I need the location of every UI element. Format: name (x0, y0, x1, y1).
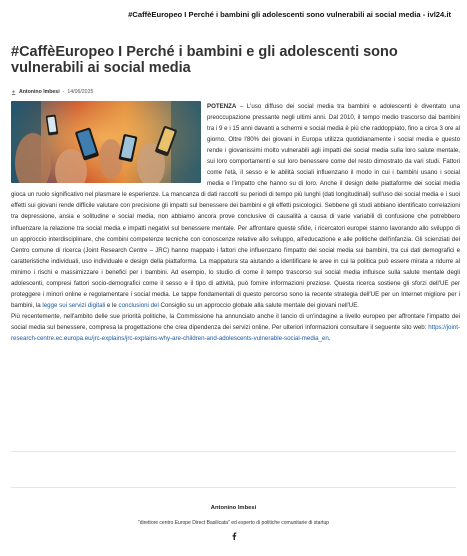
share-area (11, 462, 456, 476)
hero-photo (11, 101, 201, 183)
byline-separator: - (62, 89, 65, 95)
author-box-name[interactable]: Antonino Imbesi (210, 505, 257, 511)
article-paragraph-2: Più recentemente, nell'ambito delle sue priorità politiche, la Commissione ha annunciato anche il lancio di un'indagine a livello europeo per affrontare l'impatto dei social media sul benessere, compresa la progettazione che crea dipendenza dei servizi online. Per ulteriori informazioni consultare il seguente sito web: https://joint-research-centre.ec.europa.eu/jrc-explains/jrc-explains-why-are-children-and-adolescents-vulnerable-social-media_en. (11, 312, 460, 342)
link-jrc-explains[interactable]: https://joint-research-centre.ec.europa.eu/jrc-explains/jrc-explains-why-are-children-and-adolescents-vulnerable-social-media_en (11, 323, 460, 342)
user-icon (11, 90, 16, 95)
author-box (11, 495, 456, 553)
author-box-bio: "direttore centro Europe Direct Basilicata" ed esperto di politiche comunitarie di startup (137, 520, 330, 526)
article-paragraph-1: POTENZA – L'uso diffuso dei social media tra bambini e adolescenti è diventato una preoccupazione pressante negli ultimi anni. Dal 2010, il tempo medio trascorso dai bambini tra i 9 e i 15 anni davanti a schermi e social media è più che raddoppiato, fino a circa 3 ore al giorno. Oltre l'80% dei giovani in Europa utilizza quotidianamente i social media e questo rende i giovanissimi molto vulnerabili agli impatti dei social media sulla loro salute mentale, sui loro comportamenti e sul loro benessere come del resto dimostrato da vari studi. Fattori come l'età, il sesso e le abilità sociali influenzano il modo in cui i bambini usano i social media e l'impatto che hanno su di loro. Anche il design delle piattaforme dei social media gioca un ruolo significativo nel plasmare le esperienze. La mancanza di dati raccolti su periodi di tempo più lunghi (dati longitudinali) sull'uso dei social media e i suoi effetti sui giovani rende difficile valutare con precisione gli impatti sul benessere dei bambini e gli effetti psicologici. Sebbene gli studi abbiano identificato correlazioni tra depressione, ansia e solitudine e social media, non abbiamo ancora prove conclusive di causalità a causa di varie variabili di confusione che potrebbero influenzare la relazione tra social media e impatti negativi sul benessere mentale. Per affrontare queste sfide, i ricercatori europei stanno lavorando allo sviluppo di un approccio interdisciplinare, che combini competenze tecniche con conoscenze relative allo sviluppo, all'educazione e alle politiche dell'infanzia. Gli scienziati del Centro comune di ricerca (Joint Research Centre – JRC) hanno mappato i fattori che influenzano l'impatto dei social media sui bambini, tra cui dati demografici e caratteristiche individuali, uso individuale e design della piattaforma. La mappatura sta aiutando a identificare le aree in cui la politica può essere mirata a ridurre al minimo i rischi e massimizzare i benefici per i bambini. Ad esempio, lo studio di come il tempo trascorso sui social media influisce sulla salute mentale degli adolescenti, compresi fattori socio-demografici come il sesso e il tipo di attività, può fornire informazioni preziose. Questa ricerca sostiene gli sforzi dell'UE per proteggere i minori online e regolamentare i social media. Le tappe fondamentali di questo percorso sono la recente strategia dell'UE per un Internet migliore per i bambini, la legge sui servizi digitali e le conclusioni del Consiglio su un approccio globale alla salute mentale dei giovani nell'UE. (11, 103, 460, 309)
divider-bottom (11, 487, 456, 488)
article-body (11, 101, 460, 344)
link-digital-services-act[interactable]: legge sui servizi digitali (42, 301, 106, 309)
article-lead: – L'uso diffuso dei social media tra bambini e adolescenti è diventato una preoccupazione pressante negli ultimi anni. Dal 2010, il tempo medio trascorso dai bambini tra i 9 e i 15 anni davanti a schermi e social media è più che raddoppiato, fino a circa 3 ore al giorno. Oltre l'80% dei giovani in Europa utilizza quotidianamente i social media e questo rende i giovanissimi molto vulnerabili agli impatti dei social media sulla loro salute mentale, sui loro comportamenti e sul loro benessere come del resto dimostrato da vari studi. Fattori come l'età, il sesso e le abilità sociali influenzano il modo in cui i bambini usano i social media e l'impatto che hanno su di loro. Anche il design delle piattaforme dei social media gioca un ruolo significativo nel plasmare le esperienze. La mancanza di dati raccolti su periodi di tempo più lunghi (dati longitudinali) sull'uso dei social media e i suoi effetti sui giovani rende difficile valutare con precisione gli impatti sul benessere dei bambini e gli effetti psicologici. Sebbene gli studi abbiano identificato correlazioni tra depressione, ansia e solitudine e social media, non abbiamo ancora prove conclusive di causalità a causa di varie variabili di confusione che potrebbero influenzare la relazione tra social media e impatti negativi sul benessere mentale. Per affrontare queste sfide, i ricercatori europei stanno lavorando allo sviluppo di un approccio interdisciplinare, che combini competenze tecniche con conoscenze relative allo sviluppo, all'educazione e alle politiche dell'infanzia. Gli scienziati del Centro comune di ricerca (Joint Research Centre – JRC) hanno mappato i fattori che influenzano l'impatto dei social media sui bambini, tra cui dati demografici e caratteristiche individuali, uso individuale e design della piattaforma. La mappatura sta aiutando a identificare le aree in cui la politica può essere mirata a ridurre al minimo i rischi e massimizzare i benefici per i bambini. Ad esempio, lo studio di come il tempo trascorso sui social media influisce sulla salute mentale degli adolescenti, compresi fattori socio-demografici come il sesso e il tipo di attività, può fornire informazioni preziose. Questa ricerca sostiene gli sforzi dell'UE per proteggere i minori online e regolamentare i social media. Le tappe fondamentali di questo percorso sono la recente strategia dell'UE per un Internet migliore per i bambini, la (11, 103, 460, 309)
facebook-icon[interactable] (230, 532, 238, 540)
site-header (0, 10, 467, 24)
publish-date: 14/06/2025 (67, 89, 94, 95)
byline (11, 89, 93, 95)
author-link[interactable]: Antonino Imbesi (19, 89, 60, 95)
article-title: #CaffèEuropeo I Perché i bambini e gli adolescenti sono vulnerabili ai social media (11, 44, 398, 76)
link-council-conclusions[interactable]: conclusioni del (118, 301, 159, 309)
divider-top (11, 451, 456, 452)
article-image (11, 101, 201, 183)
article-location: POTENZA (207, 103, 237, 110)
site-title: #CaffèEuropeo I Perché i bambini gli adolescenti sono vulnerabili ai social media - ivl24.it (128, 10, 451, 19)
